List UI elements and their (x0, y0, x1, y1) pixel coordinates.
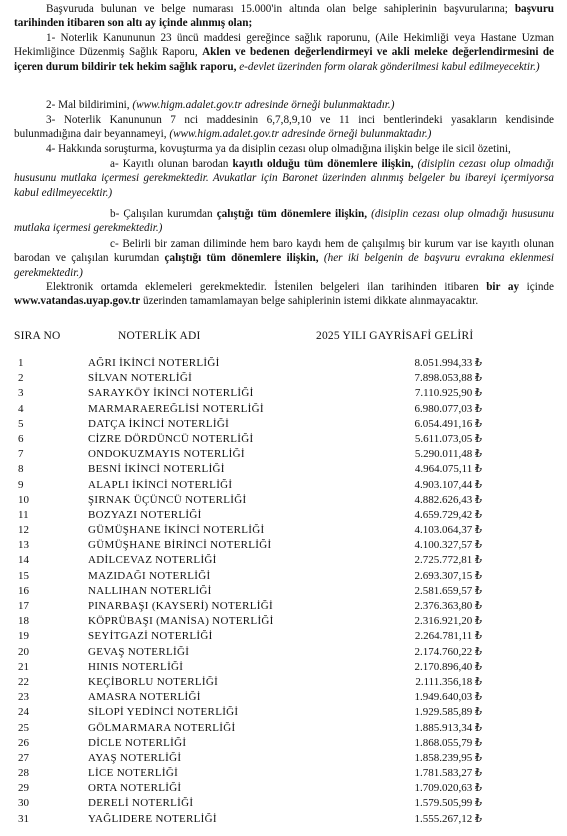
notary-name: CİZRE DÖRDÜNCÜ NOTERLİĞİ (88, 432, 254, 445)
notary-name: HINIS NOTERLİĞİ (88, 660, 184, 673)
gross-income: 1.579.505,99 ₺ (414, 797, 482, 810)
item-4 (14, 142, 554, 156)
closing-text-3: üzerinden tamamlamayan belge sahiplerinin istemi dikkate alınmayacaktır. (143, 295, 479, 308)
row-number: 19 (18, 630, 29, 643)
header-gelir: 2025 YILI GAYRİSAFİ GELİRİ (316, 330, 474, 342)
gross-income: 7.110.925,90 ₺ (414, 387, 482, 400)
table-row (0, 432, 567, 447)
gross-income: 1.949.640,03 ₺ (414, 691, 482, 704)
header-noterlik-adi: NOTERLİK ADI (118, 330, 201, 342)
notary-name: DERELİ NOTERLİĞİ (88, 797, 194, 810)
row-number: 24 (18, 706, 29, 719)
intro-bold-text: başvuru tarihinden itibaren son altı ay içinde alınmış olan; (14, 3, 555, 30)
item-1-bold: Aklen ve bedenen değerlendirmeyi ve akli meleke değerlendirmesini de içeren durum bildirir tek hekim sağlık raporu, (14, 46, 555, 73)
notary-name: AĞRI İKİNCİ NOTERLİĞİ (88, 357, 220, 369)
closing-text-2: içinde (526, 281, 554, 293)
notary-name: DATÇA İKİNCİ NOTERLİĞİ (88, 417, 230, 430)
gross-income: 2.264.781,11 ₺ (414, 630, 482, 643)
table-row (0, 751, 567, 766)
table-row (0, 493, 567, 508)
gross-income: 1.868.055,79 ₺ (414, 736, 482, 749)
table-row (0, 478, 567, 493)
gross-income: 5.611.073,05 ₺ (414, 432, 482, 445)
gross-income: 8.051.994,33 ₺ (414, 357, 482, 369)
gross-income: 4.882.626,43 ₺ (414, 493, 482, 506)
row-number: 6 (18, 432, 24, 445)
intro-text: Başvuruda bulunan ve belge numarası 15.000'in altında olan belge sahiplerinin başvurularına; (46, 3, 508, 15)
gross-income: 1.858.239,95 ₺ (414, 751, 482, 764)
item-4b-bold: çalıştığı tüm dönemlere ilişkin, (216, 208, 368, 220)
notary-name: LİCE NOTERLİĞİ (88, 767, 179, 780)
notary-name: GÜMÜŞHANE BİRİNCİ NOTERLİĞİ (88, 539, 272, 552)
notary-name: KÖPRÜBAŞI (MANİSA) NOTERLİĞİ (88, 615, 274, 628)
table-row (0, 645, 567, 660)
table-row (0, 690, 567, 705)
table-row (0, 584, 567, 599)
gross-income: 2.111.356,18 ₺ (415, 675, 482, 688)
notary-name: BOZYAZI NOTERLİĞİ (88, 508, 202, 521)
row-number: 13 (18, 539, 29, 552)
notary-name: SARAYKÖY İKİNCİ NOTERLİĞİ (88, 387, 254, 400)
header-sira-no: SIRA NO (14, 330, 61, 342)
gross-income: 4.964.075,11 ₺ (414, 463, 482, 476)
row-number: 28 (18, 767, 29, 780)
table-row (0, 781, 567, 796)
row-number: 20 (18, 645, 29, 658)
item-4c-text: c- Belirli bir zaman diliminde hem baro kaydı hem de çalışılmış bir kurum var ise kayıtlı olunan barodan ve çalışılan kurumdan (14, 238, 554, 265)
notary-name: GÖLMARMARA NOTERLİĞİ (88, 721, 236, 734)
notary-name: DİCLE NOTERLİĞİ (88, 736, 187, 749)
gross-income: 7.898.053,88 ₺ (414, 372, 482, 385)
gross-income: 2.693.307,15 ₺ (414, 569, 482, 582)
item-4c (14, 237, 554, 280)
notary-name: ONDOKUZMAYIS NOTERLİĞİ (88, 448, 245, 461)
gross-income: 2.316.921,20 ₺ (414, 615, 482, 628)
row-number: 14 (18, 554, 29, 567)
table-row (0, 402, 567, 417)
closing-url: www.vatandas.uyap.gov.tr (14, 295, 141, 308)
row-number: 25 (18, 721, 29, 734)
intro-paragraph-1 (14, 2, 554, 31)
gross-income: 4.100.327,57 ₺ (414, 539, 482, 552)
item-2 (14, 98, 554, 112)
table-row (0, 675, 567, 690)
gross-income: 1.709.020,63 ₺ (414, 782, 482, 795)
row-number: 8 (18, 463, 24, 476)
table-row (0, 766, 567, 781)
notary-name: GÜMÜŞHANE İKİNCİ NOTERLİĞİ (88, 524, 265, 537)
item-3-italic: (www.higm.adalet.gov.tr adresinde örneği bulunmaktadır.) (169, 128, 432, 141)
notary-name: ORTA NOTERLİĞİ (88, 782, 182, 795)
item-4c-italic: (her iki belgenin de başvuru evrakına eklenmesi gerekmektedir.) (14, 252, 555, 279)
row-number: 1 (18, 357, 24, 369)
row-number: 26 (18, 736, 29, 749)
gross-income: 1.885.913,34 ₺ (414, 721, 482, 734)
gross-income: 6.980.077,03 ₺ (414, 402, 482, 415)
notary-name: MAZIDAĞI NOTERLİĞİ (88, 569, 211, 582)
table-row (0, 660, 567, 675)
row-number: 5 (18, 417, 24, 430)
table-row (0, 538, 567, 553)
item-4b-italic: (disiplin cezası olup olmadığı hususunu mutlaka içermesi gerekmektedir.) (14, 208, 554, 235)
row-number: 22 (18, 675, 29, 688)
gross-income: 2.170.896,40 ₺ (414, 660, 482, 673)
table-row (0, 523, 567, 538)
row-number: 15 (18, 569, 29, 582)
item-4a-bold: kayıtlı olduğu tüm dönemlere ilişkin, (232, 158, 414, 170)
table-row (0, 629, 567, 644)
notary-name: ŞIRNAK ÜÇÜNCÜ NOTERLİĞİ (88, 493, 247, 506)
table-row (0, 796, 567, 811)
gross-income: 4.103.064,37 ₺ (414, 524, 482, 537)
notary-name: BESNİ İKİNCİ NOTERLİĞİ (88, 463, 225, 476)
table-row (0, 736, 567, 751)
notary-table (0, 356, 567, 827)
table-row (0, 705, 567, 720)
row-number: 2 (18, 372, 24, 385)
notary-name: ADİLCEVAZ NOTERLİĞİ (88, 554, 217, 567)
closing-paragraph (14, 280, 554, 309)
table-row (0, 462, 567, 477)
table-row (0, 812, 567, 827)
table-row (0, 569, 567, 584)
closing-bold-1: bir ay (486, 281, 520, 293)
gross-income: 6.054.491,16 ₺ (414, 417, 482, 430)
gross-income: 2.581.659,57 ₺ (414, 584, 482, 597)
row-number: 23 (18, 691, 29, 704)
row-number: 7 (18, 448, 24, 461)
row-number: 11 (18, 508, 29, 521)
notary-name: AYAŞ NOTERLİĞİ (88, 751, 182, 764)
item-4a-italic: (disiplin cezası olup olmadığı hususunu mutlaka içermesi gerekmektedir. Avukatlar için Baronet üzerinden alınmış belgeler bu ibareyi içermiyorsa kabul edilmeyecektir.) (14, 158, 555, 199)
gross-income: 2.725.772,81 ₺ (414, 554, 482, 567)
row-number: 10 (18, 493, 29, 506)
row-number: 31 (18, 812, 29, 825)
row-number: 18 (18, 615, 29, 628)
notary-name: AMASRA NOTERLİĞİ (88, 691, 201, 704)
notary-name: ALAPLI İKİNCİ NOTERLİĞİ (88, 478, 233, 491)
table-row (0, 553, 567, 568)
row-number: 17 (18, 600, 29, 612)
item-4a-text: a- Kayıtlı olunan barodan (110, 158, 229, 170)
table-row (0, 508, 567, 523)
item-2-italic: (www.higm.adalet.gov.tr adresinde örneği bulunmaktadır.) (132, 99, 395, 111)
item-4-text: 4- Hakkında soruşturma, kovuşturma ya da disiplin cezası olup olmadığına ilişkin belge ile sicil özetini, (46, 143, 511, 155)
notary-name: YAĞLIDERE NOTERLİĞİ (88, 812, 217, 825)
row-number: 30 (18, 797, 29, 810)
row-number: 27 (18, 751, 29, 764)
gross-income: 5.290.011,48 ₺ (414, 448, 482, 461)
gross-income: 1.781.583,27 ₺ (414, 767, 482, 780)
notary-name: NALLIHAN NOTERLİĞİ (88, 584, 212, 597)
table-row (0, 599, 567, 614)
notary-name: SEYİTGAZİ NOTERLİĞİ (88, 630, 213, 643)
gross-income: 1.929.585,89 ₺ (414, 706, 482, 719)
notary-name: GEVAŞ NOTERLİĞİ (88, 645, 190, 658)
table-row (0, 614, 567, 629)
row-number: 21 (18, 660, 29, 673)
item-4b-text: b- Çalışılan kurumdan (110, 208, 213, 220)
notary-name: KEÇİBORLU NOTERLİĞİ (88, 675, 219, 688)
table-row (0, 356, 567, 371)
item-4a (14, 157, 554, 200)
item-3-text: 3- Noterlik Kanununun 7 nci maddesinin 6,7,8,9,10 ve 11 inci bentlerindeki yasakların kendisinde bulunmadığına dair beyannameyi, (14, 114, 554, 141)
row-number: 29 (18, 782, 29, 795)
notary-name: PINARBAŞI (KAYSERİ) NOTERLİĞİ (88, 600, 273, 612)
closing-text-1: Elektronik ortamda eklemeleri gerekmektedir. İstenilen belgeleri ilan tarihinden itibaren (46, 281, 479, 293)
table-row (0, 447, 567, 462)
row-number: 3 (18, 387, 24, 400)
table-row (0, 417, 567, 432)
table-row (0, 721, 567, 736)
notary-name: MARMARAEREĞLİSİ NOTERLİĞİ (88, 402, 264, 415)
item-3 (14, 113, 554, 142)
gross-income: 2.174.760,22 ₺ (414, 645, 482, 658)
item-2-text: 2- Mal bildirimini, (46, 99, 130, 111)
notary-name: SİLVAN NOTERLİĞİ (88, 372, 193, 385)
item-1-text: 1- Noterlik Kanununun 23 üncü maddesi gereğince sağlık raporunu, (Aile Hekimliği veya Hastane Uzman Hekimliğince Düzenmiş Sağlık Raporu, (14, 32, 554, 59)
row-number: 16 (18, 584, 29, 597)
item-4c-bold: çalıştığı tüm dönemlere ilişkin, (164, 252, 319, 265)
notary-name: SİLOPİ YEDİNCİ NOTERLİĞİ (88, 706, 239, 719)
item-1 (14, 31, 554, 74)
item-4b (14, 207, 554, 236)
table-row (0, 386, 567, 401)
gross-income: 1.555.267,12 ₺ (414, 812, 482, 825)
row-number: 9 (18, 478, 24, 491)
item-1-italic: e-devlet üzerinden form olarak gönderilmesi kabul edilmeyecektir.) (239, 60, 540, 73)
gross-income: 4.903.107,44 ₺ (414, 478, 482, 491)
row-number: 12 (18, 524, 29, 537)
gross-income: 4.659.729,42 ₺ (414, 508, 482, 521)
row-number: 4 (18, 402, 24, 415)
table-row (0, 371, 567, 386)
gross-income: 2.376.363,80 ₺ (414, 600, 482, 612)
